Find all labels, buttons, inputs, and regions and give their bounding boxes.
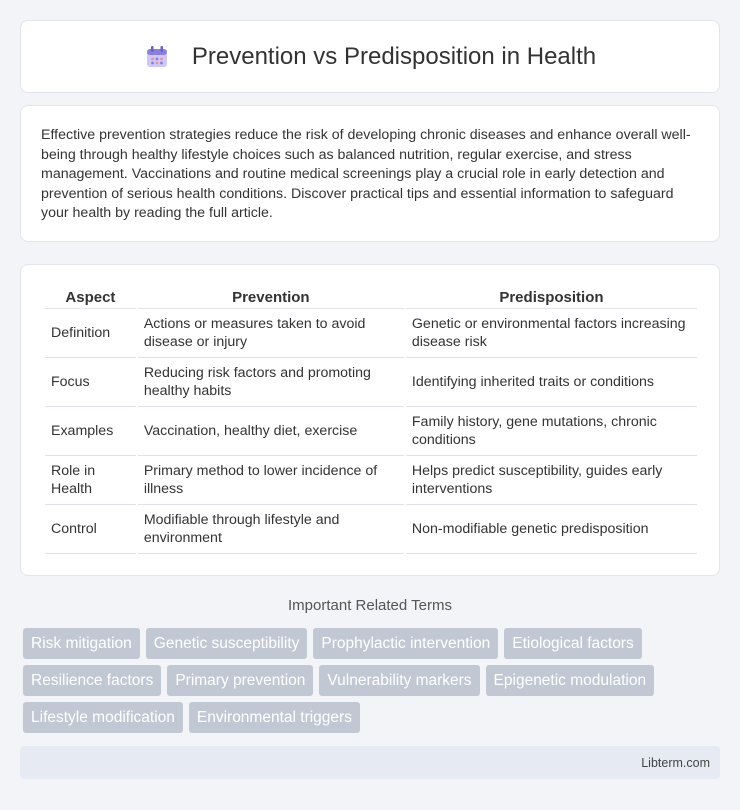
table-row — [45, 407, 697, 456]
row-prevention: Actions or measures taken to avoid disease or injury — [138, 309, 404, 358]
related-term-tag[interactable]: Epigenetic modulation — [486, 665, 655, 696]
header-aspect: Aspect — [45, 285, 136, 309]
related-term-tag[interactable]: Genetic susceptibility — [146, 628, 308, 659]
row-aspect: Focus — [45, 358, 136, 407]
related-terms-list — [23, 628, 723, 733]
row-predisposition: Non-modifiable genetic predisposition — [406, 505, 697, 554]
header-card — [20, 20, 720, 93]
row-aspect: Definition — [45, 309, 136, 358]
table-row — [45, 505, 697, 554]
row-prevention: Vaccination, healthy diet, exercise — [138, 407, 404, 456]
row-prevention: Primary method to lower incidence of illness — [138, 456, 404, 505]
header-predisposition: Predisposition — [406, 285, 697, 309]
table-header-row — [45, 285, 697, 309]
row-prevention: Reducing risk factors and promoting healthy habits — [138, 358, 404, 407]
table-row — [45, 358, 697, 407]
row-aspect: Control — [45, 505, 136, 554]
row-aspect: Role in Health — [45, 456, 136, 505]
footer-brand-link[interactable]: Libterm.com — [641, 755, 710, 770]
header-prevention: Prevention — [138, 285, 404, 309]
intro-card — [20, 105, 720, 242]
related-term-tag[interactable]: Prophylactic intervention — [313, 628, 498, 659]
related-term-tag[interactable]: Primary prevention — [167, 665, 313, 696]
related-term-tag[interactable]: Lifestyle modification — [23, 702, 183, 733]
row-predisposition: Genetic or environmental factors increasing disease risk — [406, 309, 697, 358]
related-terms-title: Important Related Terms — [288, 597, 452, 614]
related-term-tag[interactable]: Vulnerability markers — [319, 665, 479, 696]
related-term-tag[interactable]: Risk mitigation — [23, 628, 140, 659]
related-term-tag[interactable]: Etiological factors — [504, 628, 641, 659]
table-row — [45, 456, 697, 505]
row-predisposition: Helps predict susceptibility, guides early interventions — [406, 456, 697, 505]
row-predisposition: Family history, gene mutations, chronic conditions — [406, 407, 697, 456]
row-prevention: Modifiable through lifestyle and environment — [138, 505, 404, 554]
row-predisposition: Identifying inherited traits or conditions — [406, 358, 697, 407]
comparison-table-card — [20, 264, 720, 576]
intro-text: Effective prevention strategies reduce the risk of developing chronic diseases and enhance overall well-being through healthy lifestyle choices such as balanced nutrition, regular exercise, and stress management. Vaccinations and routine medical screenings play a crucial role in early detection and prevention of serious health conditions. Discover practical tips and essential information to safeguard your health by reading the full article. — [41, 127, 691, 221]
page-title: Prevention vs Predisposition in Health — [191, 42, 597, 70]
table-row — [45, 309, 697, 358]
footer — [20, 746, 720, 779]
comparison-table — [43, 285, 699, 554]
row-aspect: Examples — [45, 407, 136, 456]
related-term-tag[interactable]: Environmental triggers — [189, 702, 360, 733]
related-term-tag[interactable]: Resilience factors — [23, 665, 161, 696]
calendar-icon — [144, 44, 170, 70]
